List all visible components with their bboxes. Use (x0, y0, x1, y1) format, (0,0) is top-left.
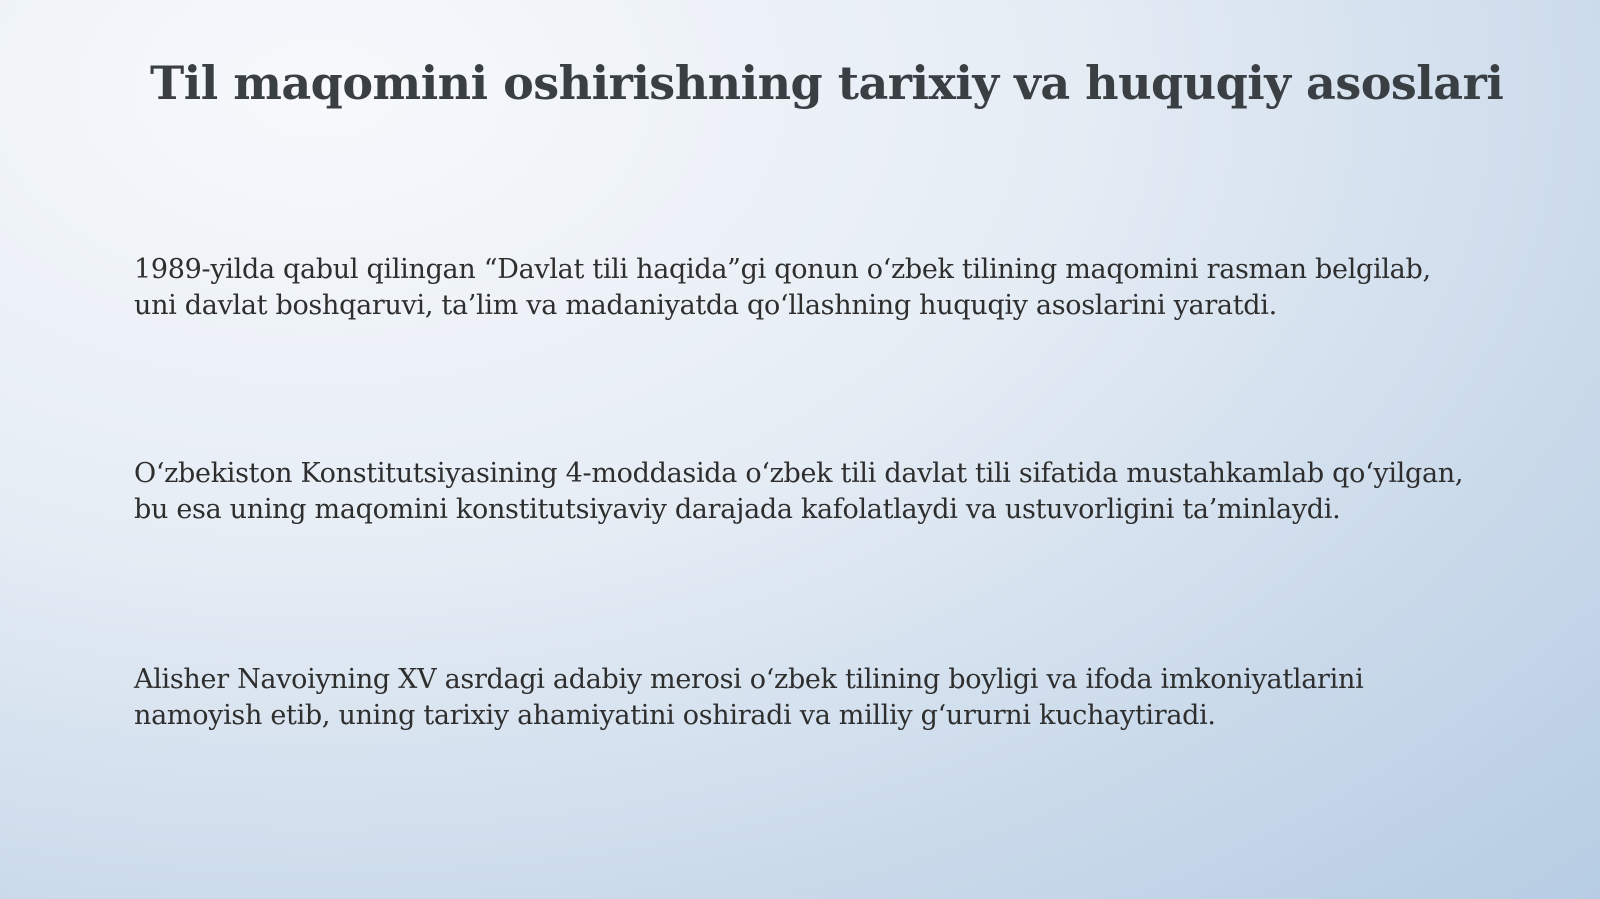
paragraph-language-law: 1989-yilda qabul qilingan “Davlat tili haqida”gi qonun o‘zbek tilining maqomini rasman belgilab, uni davlat boshqaruvi, ta’lim va madaniyatda qo‘llashning huquqiy asoslarini yaratdi. (134, 254, 1431, 321)
slide-title: Til maqomini oshirishning tarixiy va huquqiy asoslari (150, 56, 1504, 110)
paragraph-constitution: O‘zbekiston Konstitutsiyasining 4-moddasida o‘zbek tili davlat tili sifatida mustahkamlab qo‘yilgan, bu esa uning maqomini konstitutsiyaviy darajada kafolatlaydi va ustuvorligini ta’minlaydi. (134, 458, 1464, 525)
paragraph-navoi-heritage: Alisher Navoiyning XV asrdagi adabiy merosi o‘zbek tilining boyligi va ifoda imkoniyatlarini namoyish etib, uning tarixiy ahamiyatini oshiradi va milliy g‘ururni kuchaytiradi. (134, 664, 1364, 731)
